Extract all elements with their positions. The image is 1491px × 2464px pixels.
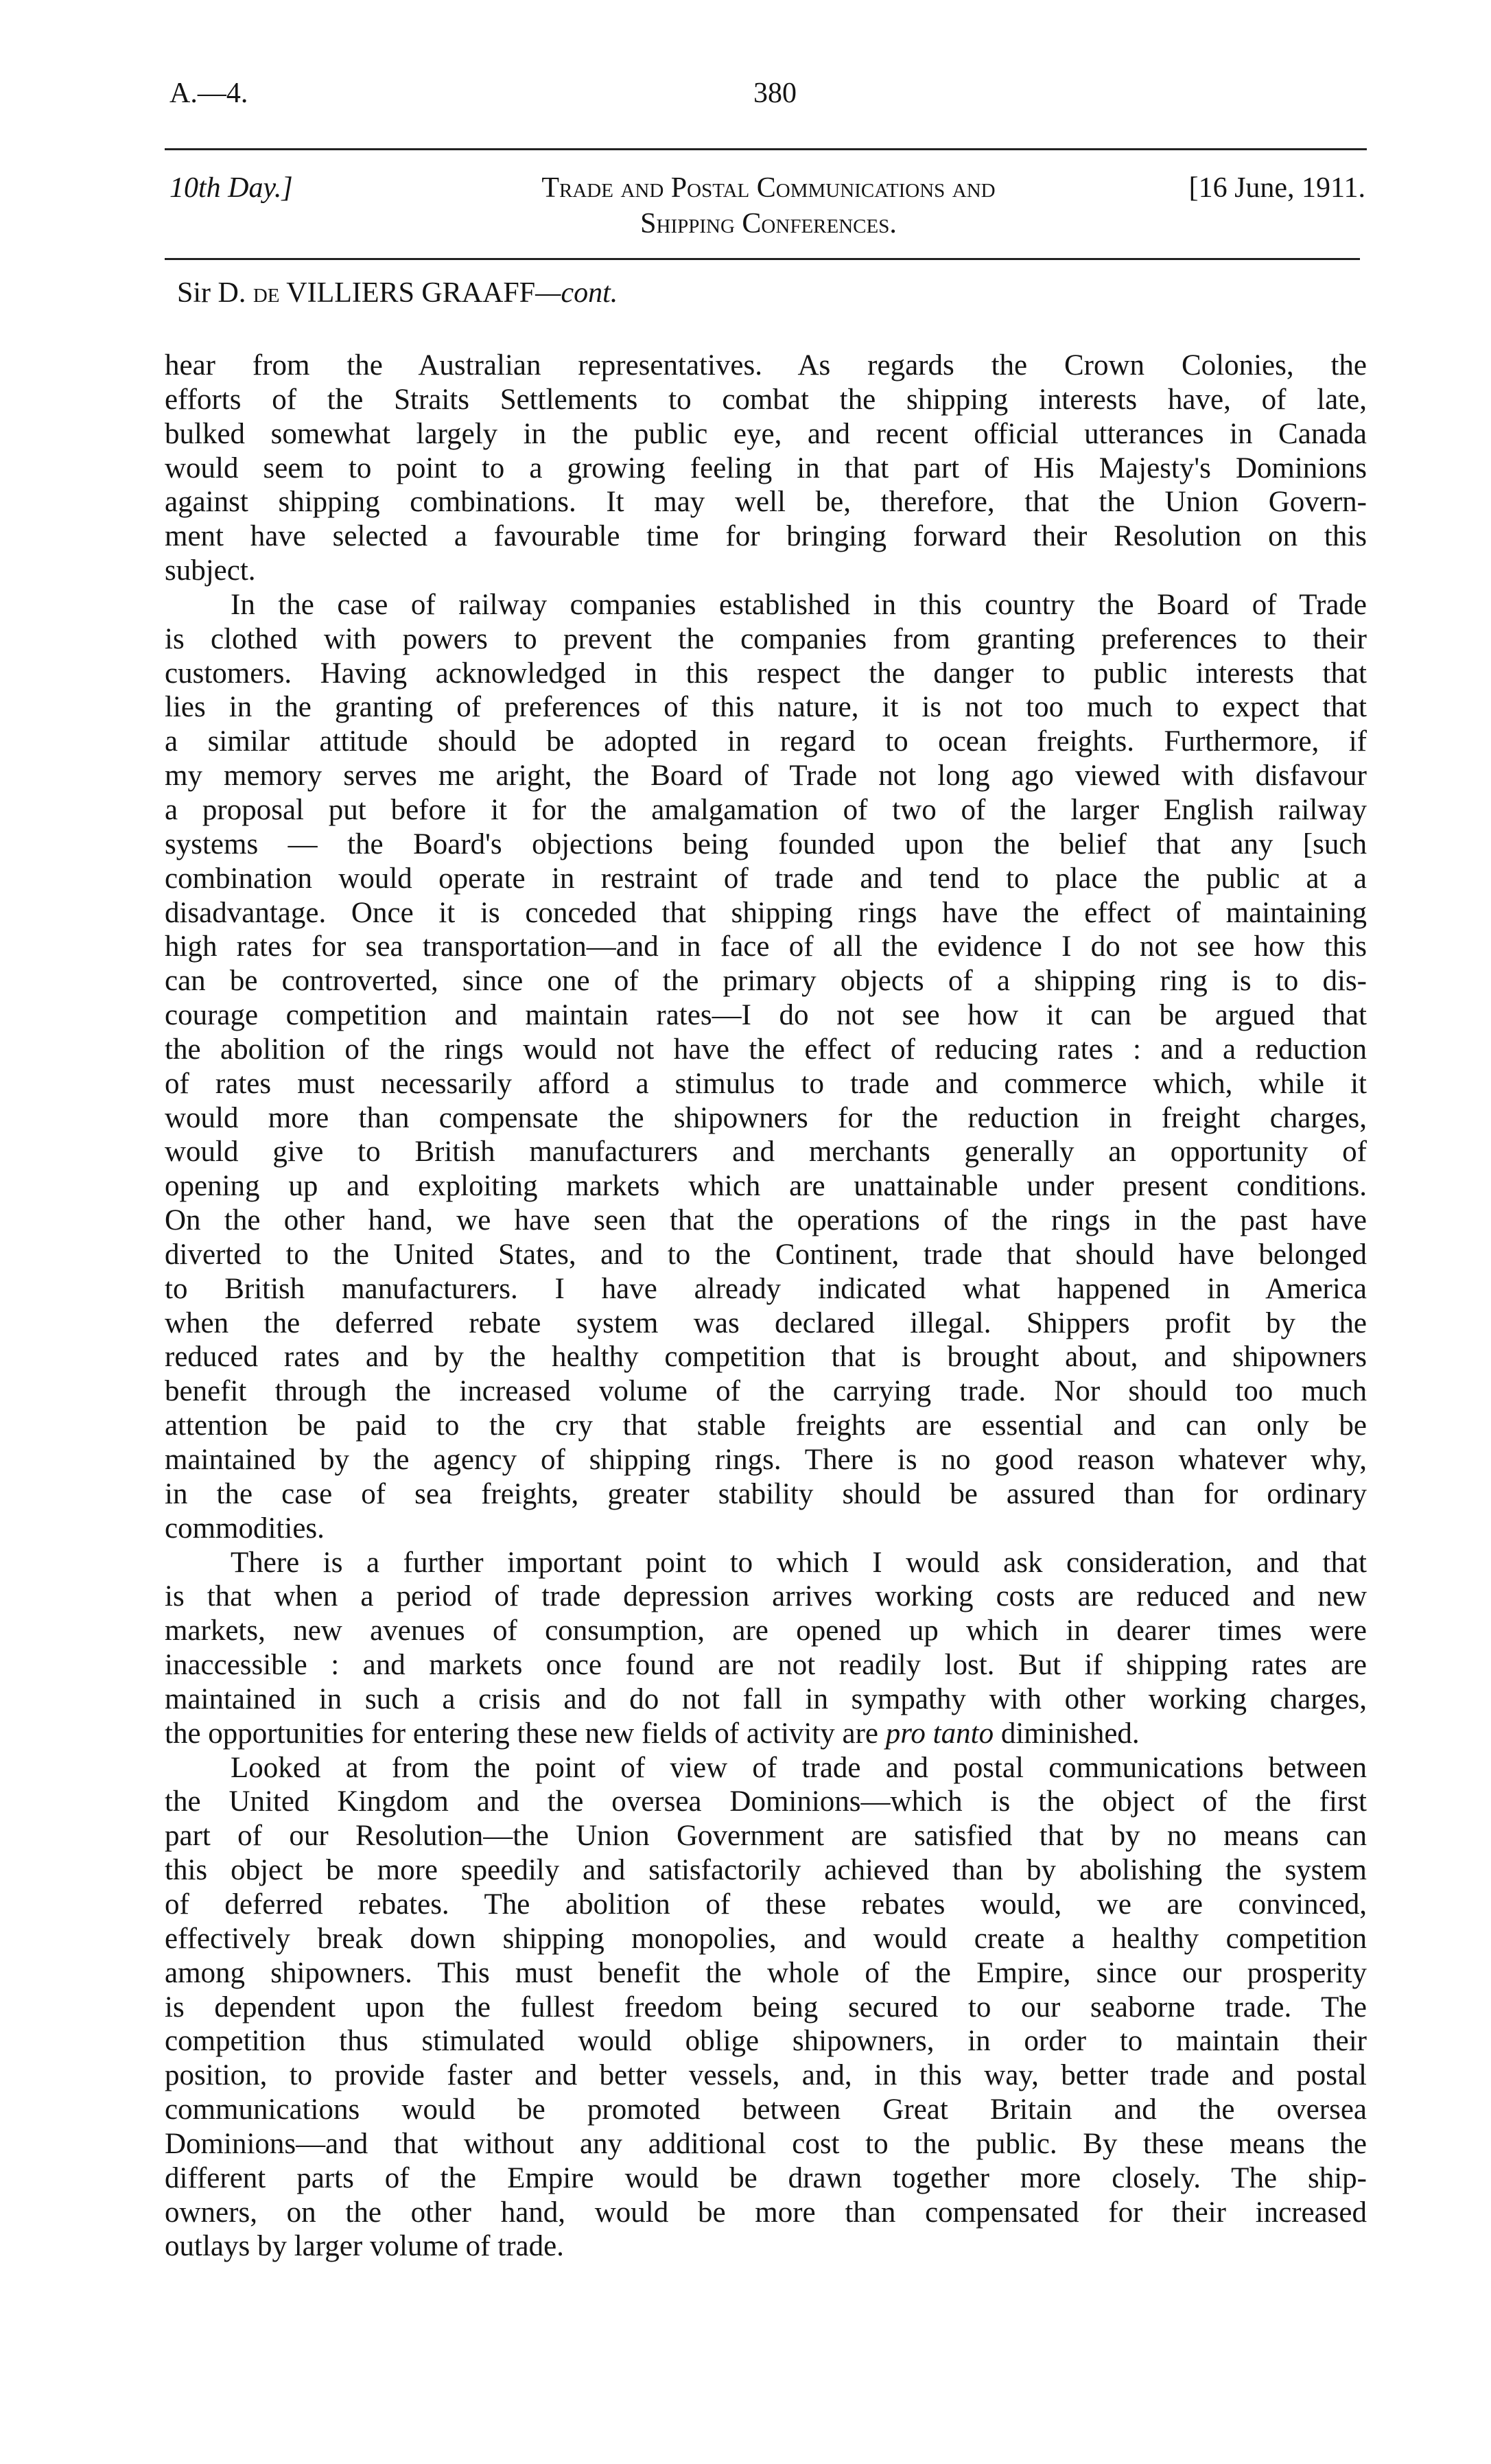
text-line: ment have selected a favourable time for bringing forward their Resolution on this (165, 520, 1367, 553)
text-line: benefit through the increased volume of the carrying trade. Nor should too much (165, 1375, 1367, 1408)
text-line: systems — the Board's objections being founded upon the belief that any [such (165, 828, 1367, 860)
text-line: bulked somewhat largely in the public eye, and recent official utterances in Canada (165, 417, 1367, 450)
page-number: 380 (753, 78, 797, 109)
text-line: my memory serves me aright, the Board of Trade not long ago viewed with disfavour (165, 760, 1367, 793)
text-line: outlays by larger volume of trade. (165, 2230, 564, 2263)
sitting-date: [16 June, 1911. (1188, 172, 1365, 204)
text-line: is dependent upon the fullest freedom being secured to our seaborne trade. The (165, 1991, 1367, 2023)
text-line: against shipping combinations. It may well be, therefore, that the Union Govern- (165, 486, 1367, 519)
document-reference: A.—4. (169, 78, 248, 109)
text-line: a proposal put before it for the amalgamation of two of the larger English railway (165, 793, 1367, 826)
text-line: the United Kingdom and the oversea Dominions—which is the object of the first (165, 1785, 1367, 1818)
speaker-prefix: Sir D. (177, 277, 246, 309)
text-line: a similar attitude should be adopted in regard to ocean freights. Furthermore, if (165, 725, 1367, 758)
text-line: customers. Having acknowledged in this respect the danger to public interests that (165, 657, 1367, 690)
text-line: high rates for sea transportation—and in face of all the evidence I do not see how this (165, 930, 1367, 963)
text-line: communications would be promoted between Great Britain and the oversea (165, 2093, 1367, 2126)
text-line: maintained by the agency of shipping rings. There is no good reason whatever why, (165, 1444, 1367, 1476)
top-rule (165, 148, 1367, 150)
text-line: In the case of railway companies established in this country the Board of Trade (231, 588, 1367, 621)
text-line: diverted to the United States, and to the Continent, trade that should have belonged (165, 1238, 1367, 1271)
text-line: Looked at from the point of view of trade and postal communications between (231, 1751, 1367, 1784)
text-line: the opportunities for entering these new fields of activity are pro tanto diminished. (165, 1717, 1140, 1750)
text-line: of deferred rebates. The abolition of these rebates would, we are convinced, (165, 1888, 1367, 1921)
text-line: subject. (165, 554, 256, 587)
header-bottom-rule (165, 258, 1360, 260)
text-line: disadvantage. Once it is conceded that shipping rings have the effect of maintaining (165, 896, 1367, 929)
text-line: is that when a period of trade depression arrives working costs are reduced and new (165, 1580, 1367, 1613)
text-line: combination would operate in restraint of trade and tend to place the public at a (165, 862, 1367, 895)
text-line: competition thus stimulated would oblige shipowners, in order to maintain their (165, 2025, 1367, 2058)
text-line: markets, new avenues of consumption, are opened up which in dearer times were (165, 1615, 1367, 1647)
speaker-name: VILLIERS GRAAFF (286, 277, 536, 309)
text-line: lies in the granting of preferences of this nature, it is not too much to expect that (165, 691, 1367, 724)
text-line: of rates must necessarily afford a stimulus to trade and commerce which, while it (165, 1067, 1367, 1100)
text-line: commodities. (165, 1512, 325, 1545)
text-line: courage competition and maintain rates—I do not see how it can be argued that (165, 999, 1367, 1032)
text-line: is clothed with powers to prevent the companies from granting preferences to their (165, 622, 1367, 655)
text-line: in the case of sea freights, greater stability should be assured than for ordinary (165, 1477, 1367, 1510)
text-line: There is a further important point to which I would ask consideration, and that (231, 1546, 1367, 1579)
running-title-line-1: Trade and Postal Communications and (541, 172, 996, 204)
sitting-day: 10th Day.] (169, 172, 293, 204)
body-text (165, 349, 1367, 2264)
text-line: would give to British manufacturers and merchants generally an opportunity of (165, 1136, 1367, 1169)
speaker-continued: —cont. (535, 277, 618, 309)
text-line: efforts of the Straits Settlements to combat the shipping interests have, of late, (165, 383, 1367, 416)
text-line: opening up and exploiting markets which are unattainable under present conditions. (165, 1170, 1367, 1203)
text-line: effectively break down shipping monopolies, and would create a healthy competition (165, 1922, 1367, 1955)
text-line: On the other hand, we have seen that the operations of the rings in the past have (165, 1204, 1367, 1237)
text-line: can be controverted, since one of the primary objects of a shipping ring is to dis- (165, 965, 1367, 998)
text-line: when the deferred rebate system was declared illegal. Shippers profit by the (165, 1306, 1367, 1339)
text-line: maintained in such a crisis and do not fall in sympathy with other working charges, (165, 1682, 1367, 1715)
text-line: the abolition of the rings would not have the effect of reducing rates : and a reduction (165, 1033, 1367, 1066)
text-line: inaccessible : and markets once found are not readily lost. But if shipping rates are (165, 1649, 1367, 1682)
speaker-particle: de (253, 277, 280, 309)
text-line: to British manufacturers. I have already indicated what happened in America (165, 1272, 1367, 1305)
text-line: would seem to point to a growing feeling in that part of His Majesty's Dominions (165, 451, 1367, 484)
text-line: would more than compensate the shipowners for the reduction in freight charges, (165, 1101, 1367, 1134)
text-line: attention be paid to the cry that stable freights are essential and can only be (165, 1409, 1367, 1442)
speaker-heading (177, 277, 618, 309)
running-title-line-2: Shipping Conferences. (640, 208, 897, 239)
text-line: position, to provide faster and better vessels, and, in this way, better trade and postal (165, 2059, 1367, 2092)
text-line: reduced rates and by the healthy competition that is brought about, and shipowners (165, 1341, 1367, 1374)
text-line: different parts of the Empire would be drawn together more closely. The ship- (165, 2161, 1367, 2194)
text-line: part of our Resolution—the Union Government are satisfied that by no means can (165, 1820, 1367, 1853)
text-line: owners, on the other hand, would be more than compensated for their increased (165, 2196, 1367, 2229)
text-line: hear from the Australian representatives. As regards the Crown Colonies, the (165, 349, 1367, 382)
text-line: among shipowners. This must benefit the whole of the Empire, since our prosperity (165, 1956, 1367, 1989)
text-line: this object be more speedily and satisfactorily achieved than by abolishing the system (165, 1854, 1367, 1887)
text-line: Dominions—and that without any additional cost to the public. By these means the (165, 2127, 1367, 2160)
